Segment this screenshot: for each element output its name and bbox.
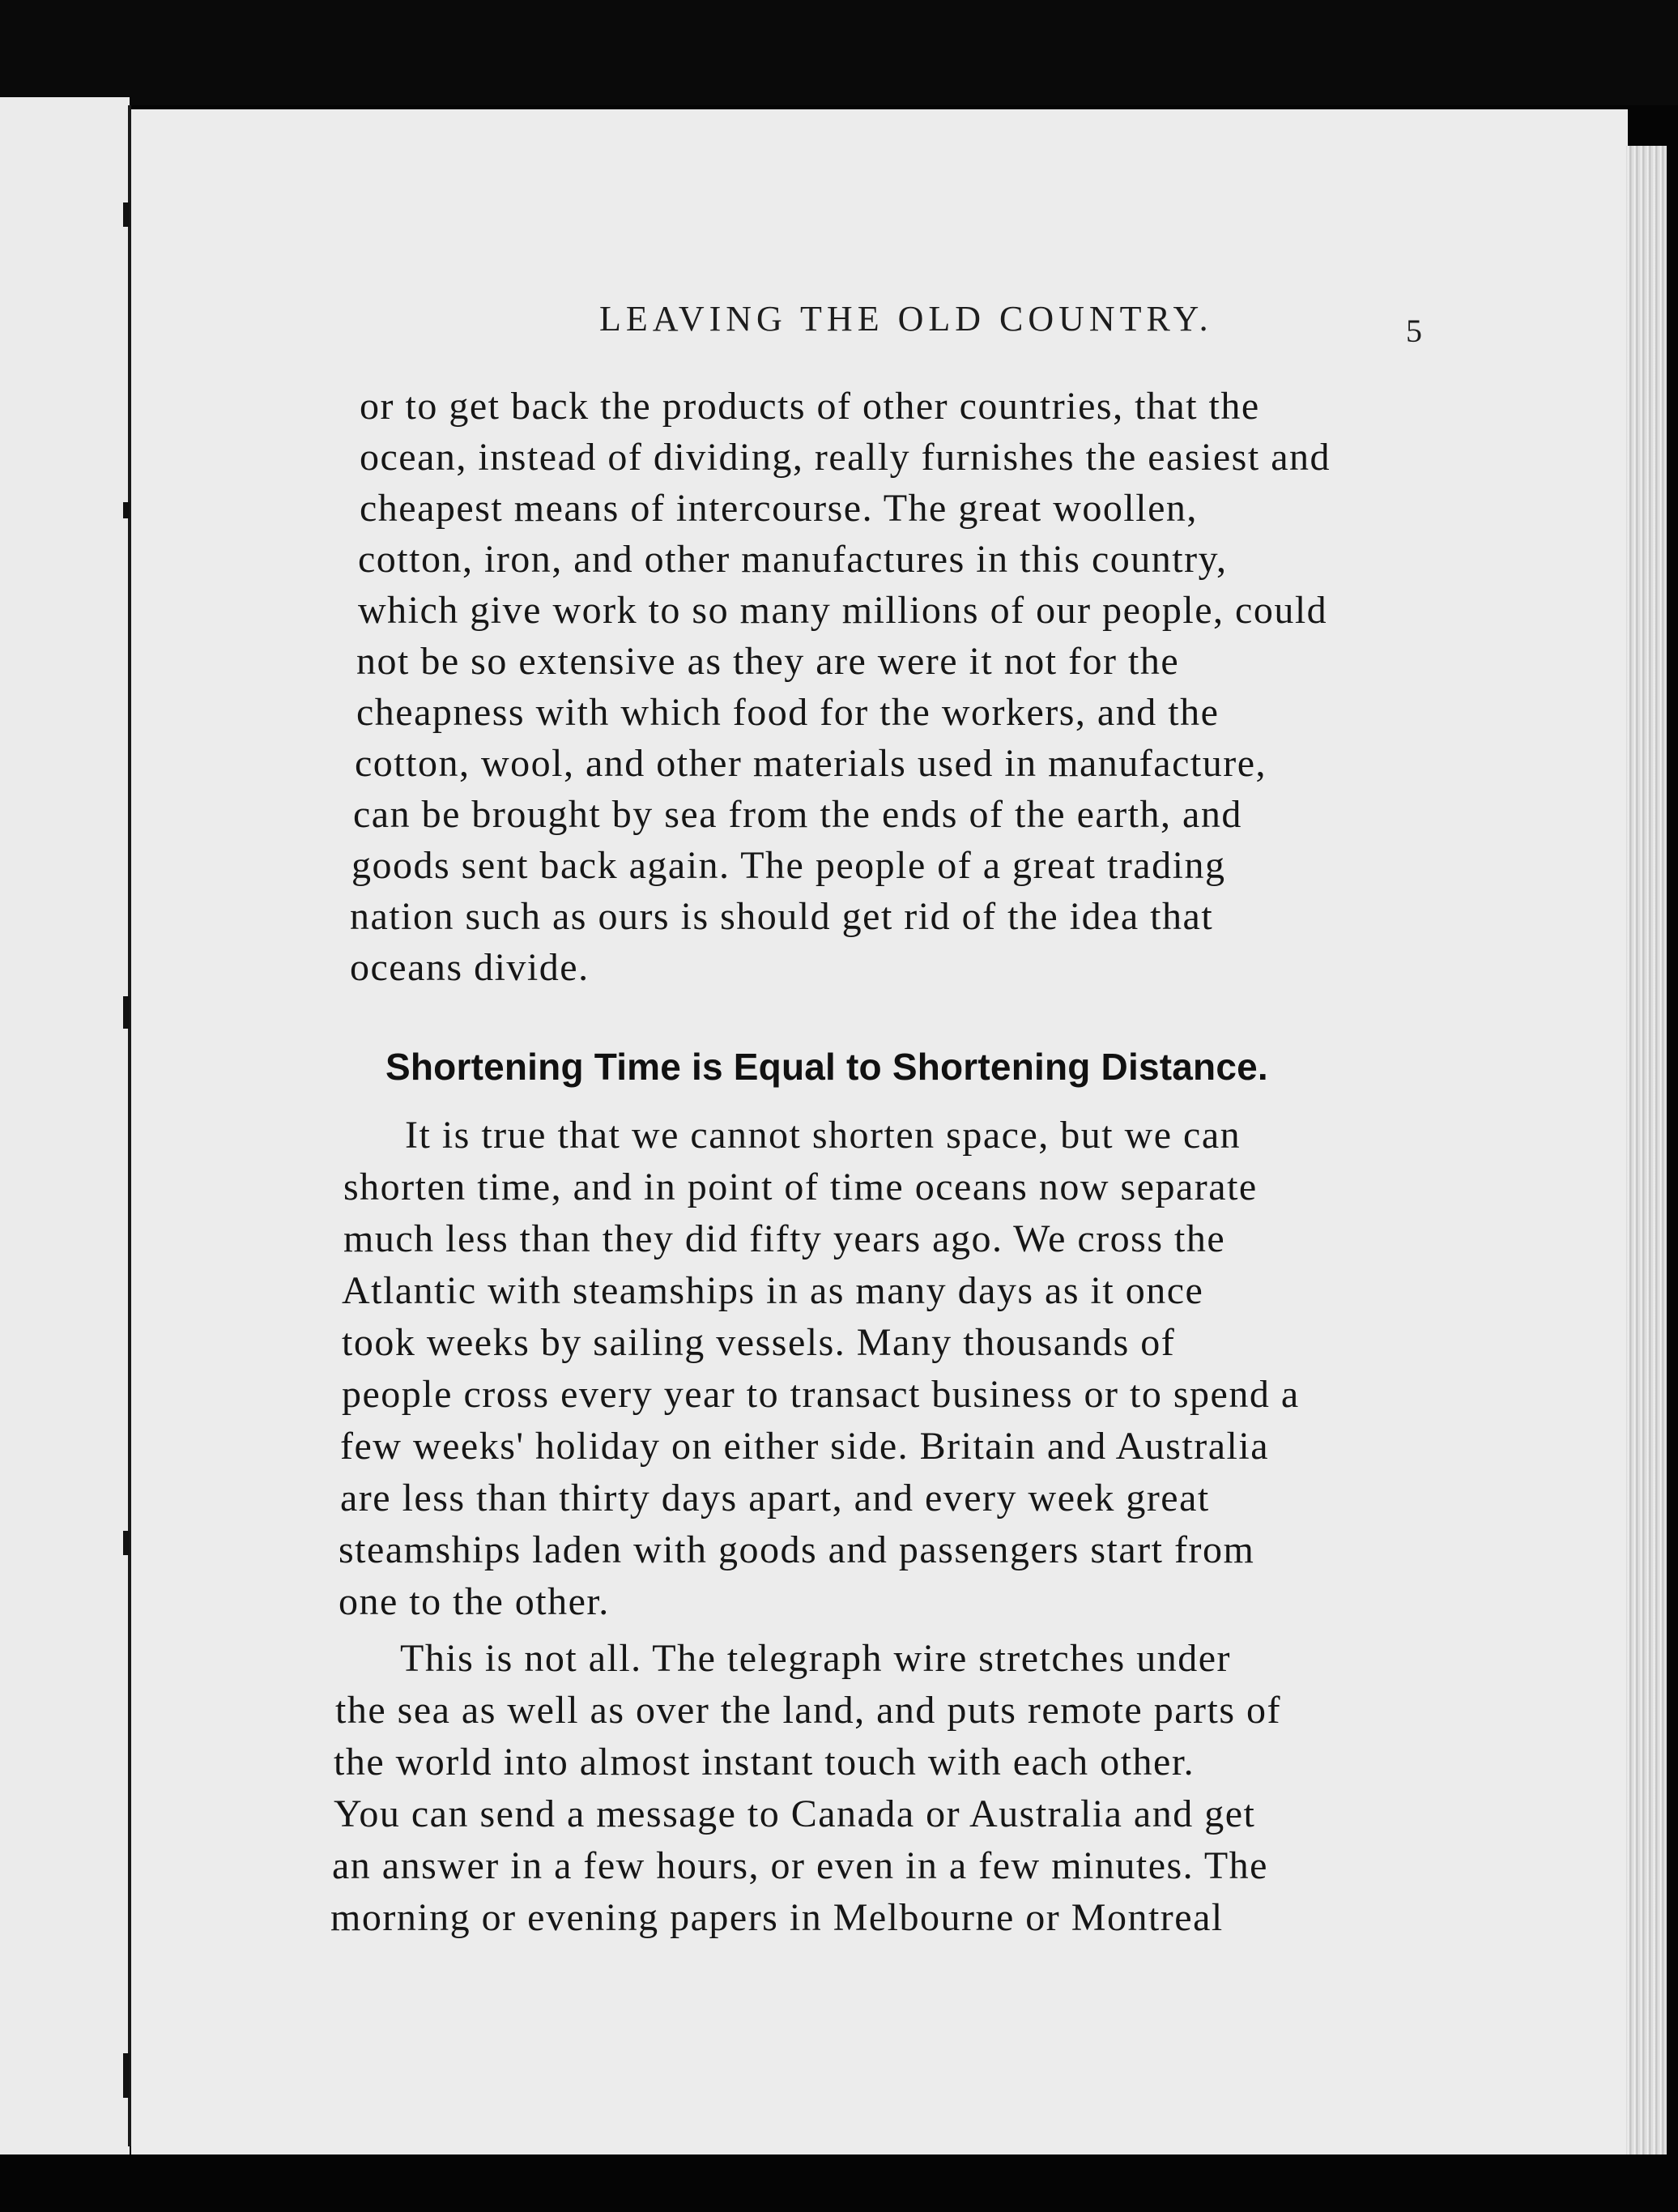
text-line: cheapest means of intercourse. The great woollen, bbox=[360, 487, 1198, 530]
text-line: the sea as well as over the land, and puts remote parts of bbox=[335, 1689, 1281, 1732]
text-line: morning or evening papers in Melbourne or Montreal bbox=[330, 1896, 1224, 1939]
text-line: are less than thirty days apart, and every week great bbox=[340, 1477, 1210, 1519]
section-heading: Shortening Time is Equal to Shortening Distance. bbox=[385, 1046, 1268, 1088]
text-line: much less than they did fifty years ago. We cross the bbox=[343, 1217, 1226, 1260]
text-line: which give work to so many millions of our people, could bbox=[358, 589, 1328, 632]
binding-mark bbox=[123, 502, 130, 518]
scan-top-border bbox=[0, 0, 1678, 105]
text-line: steamships laden with goods and passengers start from bbox=[339, 1528, 1255, 1571]
running-head: LEAVING THE OLD COUNTRY. bbox=[599, 299, 1213, 339]
text-line: goods sent back again. The people of a great trading bbox=[351, 844, 1226, 887]
text-line: You can send a message to Canada or Australia and get bbox=[334, 1792, 1256, 1835]
text-line: can be brought by sea from the ends of the earth, and bbox=[353, 793, 1242, 836]
text-line: people cross every year to transact business or to spend a bbox=[342, 1373, 1300, 1416]
text-line: or to get back the products of other countries, that the bbox=[360, 385, 1260, 428]
text-line: the world into almost instant touch with each other. bbox=[334, 1741, 1195, 1784]
text-line: cheapness with which food for the workers, and the bbox=[356, 691, 1220, 734]
previous-page-edge bbox=[0, 97, 130, 2154]
binding-mark bbox=[123, 202, 130, 227]
text-line: nation such as ours is should get rid of the idea that bbox=[350, 895, 1214, 938]
text-line: cotton, iron, and other manufactures in this country, bbox=[358, 538, 1228, 581]
page-stack-edge bbox=[1626, 146, 1667, 2154]
text-line: one to the other. bbox=[339, 1580, 610, 1623]
text-line: ocean, instead of dividing, really furnishes the easiest and bbox=[360, 436, 1331, 479]
binding-mark bbox=[123, 996, 130, 1029]
text-line: Atlantic with steamships in as many days as it once bbox=[342, 1269, 1204, 1312]
scan-bottom-border bbox=[0, 2154, 1678, 2212]
text-line: few weeks' holiday on either side. Britain and Australia bbox=[340, 1425, 1270, 1468]
text-line: It is true that we cannot shorten space, but we can bbox=[405, 1114, 1241, 1157]
text-line: an answer in a few hours, or even in a few minutes. The bbox=[332, 1844, 1268, 1887]
text-line: shorten time, and in point of time oceans now separate bbox=[343, 1166, 1258, 1208]
text-line: oceans divide. bbox=[350, 946, 590, 989]
text-line: This is not all. The telegraph wire stretches under bbox=[400, 1637, 1231, 1680]
binding-mark bbox=[123, 2053, 130, 2098]
text-line: took weeks by sailing vessels. Many thousands of bbox=[342, 1321, 1176, 1364]
text-line: not be so extensive as they are were it not for the bbox=[356, 640, 1180, 683]
binding-mark bbox=[123, 1531, 130, 1555]
text-line: cotton, wool, and other materials used in manufacture, bbox=[355, 742, 1267, 785]
page-number: 5 bbox=[1406, 313, 1422, 349]
